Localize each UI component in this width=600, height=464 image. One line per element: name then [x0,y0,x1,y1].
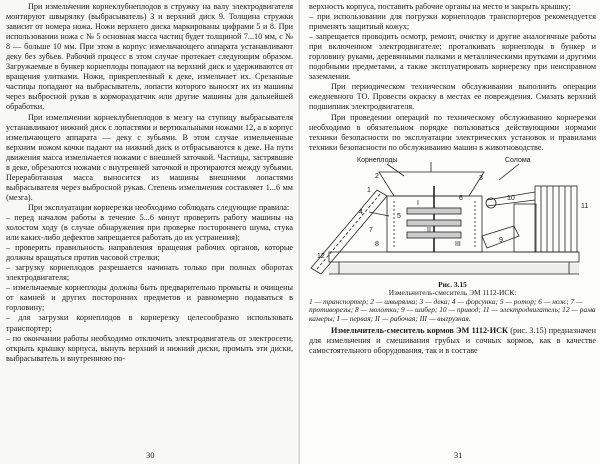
callout-number: 2 [375,172,379,180]
paragraph-rules-intro: При эксплуатации корнерезки необходимо соблюдать следующие правила: [28,202,290,212]
callout-number: 8 [375,240,379,248]
right-page [300,0,600,464]
paragraph-safety: При проведении операций по техническому обслуживанию корнерезки необходимо в обязательном порядке пользоваться действующими нормами техники безопасности по эксплуатации электрических установок и правилами техники безопасности по обслуживанию машин в животноводстве. [309,112,596,152]
page-number-left: 30 [146,450,155,460]
paragraph-mixer-description [309,326,596,356]
zone-label: II [427,226,431,234]
rule-item: – проверить правильность направления вращения рабочих органов, которые должны вращаться против часовой стрелки; [6,243,293,263]
callout-number: 9 [499,236,503,244]
mixer-description-text: (рис. 3.15) предназначен для измельчения и смешивания грубых и сочных кормов, как в качестве самостоятельного оборудования, так и в составе [309,325,596,355]
label-straw: Солома [505,156,531,164]
zone-label: I [417,199,419,207]
callout-number: 5 [397,212,401,220]
rule-item: – при использовании для погрузки корнеплодов транспортеров рекомендуется применять защитный кожух; [309,12,596,32]
mixer-diagram [309,156,596,280]
paragraph-periodic: При периодическом техническом обслуживании выполнить операции ежедневного ТО. Провести окраску в местах ее повреждения. Смазать верхний подшипник электродвигателя. [309,82,596,112]
zone-label: III [455,240,461,248]
page-number-right: 31 [454,450,463,460]
right-page-text [309,2,596,356]
callout-number: 10 [507,194,515,202]
callout-number: 6 [459,194,463,202]
figure-caption [309,281,596,324]
caption-subtitle: Измельчитель-смеситель ЭМ 1112-ИСК: [388,288,517,298]
hopper-shape [379,172,484,196]
callout-number: 4 [359,208,363,216]
caption-legend: 1 — транспортер; 2 — швырялка; 3 — дека; 4 — форсунка; 5 — ротор; 6 — нож; 7 — противорезы; 8 — молотки; 9 — шибер; 10 — привод; 11 — электродвигатель; 12 — рама камеры; I — первая; II — рабочая; III — выгрузная. [309,296,596,324]
callout-number: 1 [367,186,371,194]
callout-number: 12 [317,252,325,260]
rule-item: – измельчаемые корнеплоды должны быть предварительно промыты и очищены от камней и других посторонних предметов и равномерно подаваться в горловину; [6,283,293,313]
callout-number: 11 [581,202,589,210]
continuation-line: верхность корпуса, поставить рабочие органы на место и закрыть крышку; [309,2,571,11]
caption-title: Рис. 3.15 [438,279,467,289]
callout-number: 7 [369,226,373,234]
label-root-crops: Корнеплоды [357,156,398,164]
paragraph-pulp: При измельчении корнеклубнеплодов в мезгу на ступицу выбрасывателя устанавливают нижний диск с лопастями и вертикальными ножами 12, а в корпус измельчающего аппарата — деку с зубьями. В этом случае измельченные верхним ножом кочки падают на нижний диск и отбрасываются к деке. На пути движения масса измельчается ножами с внешней заточкой. Частицы, застрявшие в деке, обрезаются ножами с внутренней заточкой и протираются между зубьями. Переработанная масса выносится из машины внешними лопастями выбрасывателя через выбросной рукав. Степень измельчения составляет 1...6 мм (мезга). [6,112,293,202]
figure-3-15 [309,156,596,280]
rule-item: – перед началом работы в течение 5...6 минут проверить работу машины на холостом ходу (в случае обнаружения при проверке постороннего шума, стука или каких-либо дефектов запрещается работать до их устранения); [6,212,293,243]
rule-item: – запрещается проводить осмотр, ремонт, очистку и другие аналогичные работы при включенном электродвигателе; проталкивать корнеплоды в бункер и горловину руками, деревянными палками и металлическими прутками и другими подобными предметами, а также эксплуатировать корнерезку при неисправном заземлении. [309,32,596,82]
frame-outline [329,252,579,262]
mixer-name: Измельчитель-смеситель кормов ЭМ 1112-ИСК [331,325,508,335]
callout-number: 3 [479,174,483,182]
rule-item: – для загрузки корнеплодов в корнерезку целесообразно использовать транспортер; [6,313,293,333]
paragraph-slices: При измельчении корнеклубнеплодов в стружку на валу электродвигателя монтируют швырялку (выбрасыватель) 3 и верхний диск 9. Толщина стружки зависит от номера ножа. Ножи верхнего диска маркированы цифрами 5 и 8. При использовании ножа с № 5 основная масса частиц будет толщиной 7...10 мм, с № 8 — больше 10 мм. При этом в корпус измельчающего аппарата устанавливают деку без зубьев. Рабочий процесс в этом случае протекает следующим образом. Загружаемые в бункер корнеплоды попадают на верхний диск и удерживаются от вращения улитками. Ножи, прикрепленный к деке, измельчает их. Срезанные частицы попадают на выбрасыватель, лопасти которого выносят их из машины через выбросной рукав в кормораздатчик или другие машины для дальнейшей обработки. [6,2,293,112]
rule-item: – по окончании работы необходимо отключить электродвигатель от электросети, открыть крышку корпуса, вынуть верхний и нижний диски, промыть эти диски, выбрасыватель и внутреннюю по- [6,333,293,363]
left-page-text [6,2,293,364]
rule-item: – загрузку корнеплодов разрешается начинать только при полных оборотах электродвигателя; [6,263,293,283]
